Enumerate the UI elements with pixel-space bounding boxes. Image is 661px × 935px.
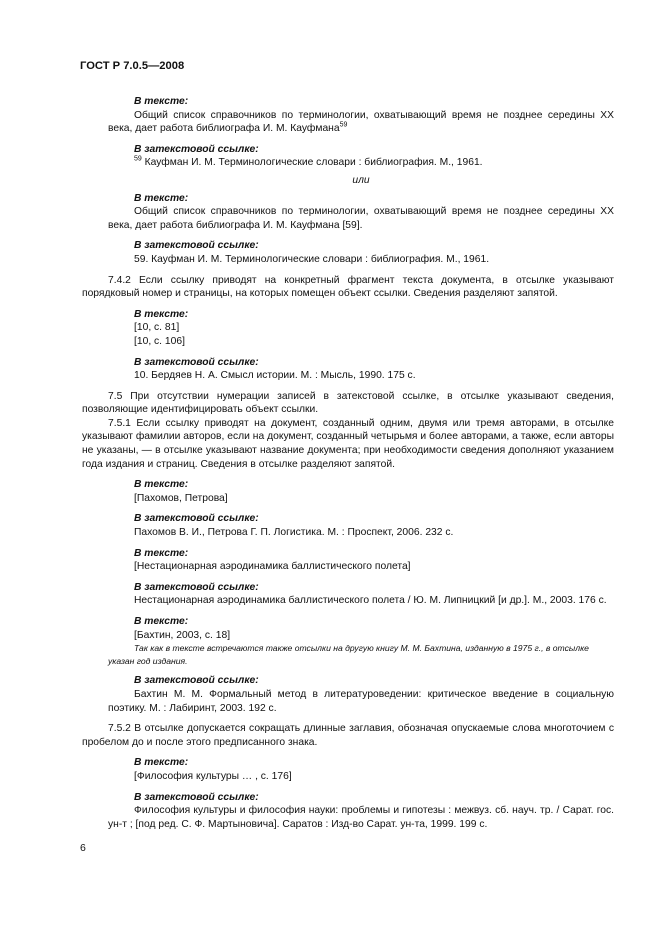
or-separator: или: [352, 174, 370, 186]
footnote-label: В затекстовой ссылке:: [134, 356, 259, 368]
footnote-label: В затекстовой ссылке:: [134, 675, 259, 687]
footnote-reference: 10. Бердяев Н. А. Смысл истории. М. : Мысль, 1990. 175 с.: [134, 370, 416, 382]
example-note: Так как в тексте встречаются также отсылки на другую книгу М. М. Бахтина, изданную в 1975 г., в отсылке указан год издания.: [108, 643, 589, 666]
in-text-label: В тексте:: [134, 192, 189, 204]
standard-header: ГОСТ Р 7.0.5—2008: [80, 60, 185, 72]
footnote-reference: Нестационарная аэродинамика баллистического полета / Ю. М. Липницкий [и др.]. М., 2003. 176 с.: [134, 595, 607, 607]
footnote-label: В затекстовой ссылке:: [134, 143, 259, 155]
clause-7-5: 7.5 При отсутствии нумерации записей в затекстовой ссылке, в отсылке указывают сведения, позволяющие идентифицировать объект ссылки.: [82, 390, 614, 416]
clause-7-5-1: 7.5.1 Если ссылку приводят на документ, созданный одним, двумя или тремя авторами, в отсылке указывают фамилии авторов, если на документ, созданный четырьмя и более авторами, а также, если авторы не указаны, — в отсылке указывают название документа; при необходимости сведения дополняют указанием года издания и страниц. Сведения в отсылке разделяют запятой.: [82, 417, 614, 470]
footnote-reference: $^{59}$ Кауфман И. М. Терминологические словари : библиография. М., 1961.: [134, 155, 483, 169]
footnote-label: В затекстовой ссылке:: [134, 791, 259, 803]
footnote-reference: Философия культуры и философия науки: проблемы и гипотезы : межвуз. сб. науч. тр. / Сарат. гос. ун-т ; [под ред. С. Ф. Мартыновича]. Саратов : Изд-во Сарат. ун-та, 1999. 199 с.: [108, 805, 614, 830]
in-text-label: В тексте:: [134, 547, 189, 559]
page-number: 6: [80, 842, 86, 854]
footnote-label: В затекстовой ссылке:: [134, 513, 259, 525]
in-text-label: В тексте:: [134, 757, 189, 769]
in-text-label: В тексте:: [134, 479, 189, 491]
clause-7-4-2: 7.4.2 Если ссылку приводят на конкретный фрагмент текста документа, в отсылке указывают порядковый номер и страницы, на которых помещен объект ссылки. Сведения разделяют запятой.: [82, 274, 614, 300]
footnote-mark: 59: [339, 121, 348, 129]
footnote-label: В затекстовой ссылке:: [134, 581, 259, 593]
example-text: [Бахтин, 2003, с. 18]: [134, 629, 231, 641]
example-text: [Философия культуры … , с. 176]: [134, 770, 292, 782]
footnote-reference: 59. Кауфман И. М. Терминологические словари : библиография. М., 1961.: [134, 253, 490, 265]
in-text-label: В тексте:: [134, 616, 189, 627]
example-text: [10, с. 81]: [134, 322, 180, 334]
footnote-reference: Бахтин М. М. Формальный метод в литературоведении: критическое введение в социальную поэтику. М. : Лабиринт, 2003. 192 с.: [108, 688, 614, 714]
in-text-label: В тексте:: [134, 96, 189, 107]
footnote-label: В затекстовой ссылке:: [134, 240, 259, 252]
example-text: Общий список справочников по терминологии, охватывающий время не позднее середины XX века, дает работа библиографа И. М. Кауфмана [59].: [108, 206, 614, 231]
example-text: [Пахомов, Петрова]: [134, 492, 228, 504]
page-content: [82, 95, 614, 831]
example-text: [Нестационарная аэродинамика баллистического полета]: [134, 561, 411, 573]
example-text: [10, с. 106]: [134, 335, 185, 347]
clause-7-5-2: 7.5.2 В отсылке допускается сокращать длинные заглавия, обозначая опускаемые слова многоточием с пробелом до и после этого предписанного знака.: [82, 723, 614, 748]
example-text: Общий список справочников по терминологии, охватывающий время не позднее середины XX века, дает работа библиографа И. М. Кауфмана$^{59}$: [108, 109, 614, 135]
in-text-label: В тексте:: [134, 308, 189, 320]
footnote-reference: Пахомов В. И., Петрова Г. П. Логистика. М. : Проспект, 2006. 232 с.: [134, 527, 454, 539]
